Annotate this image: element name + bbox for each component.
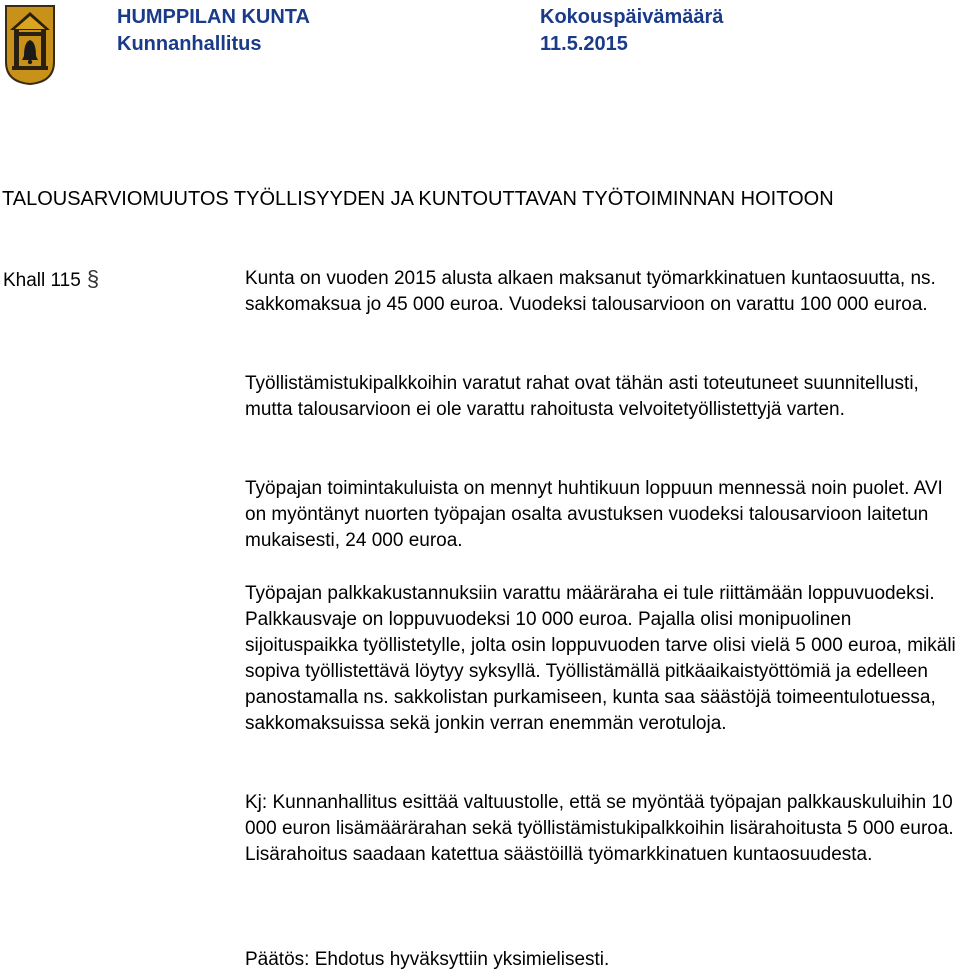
document-title: TALOUSARVIOMUUTOS TYÖLLISYYDEN JA KUNTOUTTAVAN TYÖTOIMINNAN HOITOON — [2, 188, 834, 210]
proposal-paragraph: Kj: Kunnanhallitus esittää valtuustolle, että se myöntää työpajan palkkauskuluihin 10 000 euron lisämäärärahan sekä työllistämistukipalkkoihin lisärahoitusta 5 000 euroa. Lisärahoitus saadaan katettua säästöillä työmarkkinatuen kuntaosuudesta. — [245, 792, 954, 865]
meeting-date-label: Kokouspäivämäärä — [540, 6, 724, 28]
bell-clapper — [28, 60, 32, 64]
paragraph-2: Työllistämistukipalkkoihin varatut rahat ovat tähän asti toteutuneet suunnitellusti, mutta talousarvioon ei ole varattu rahoitusta velvoitetyöllistettyjä varten. — [245, 373, 919, 420]
decision-paragraph: Päätös: Ehdotus hyväksyttiin yksimielisesti. — [245, 949, 610, 970]
crest-base — [12, 66, 48, 70]
section-sign: § — [86, 266, 100, 291]
organization-name: HUMPPILAN KUNTA — [117, 6, 310, 28]
crest-beam — [14, 32, 46, 36]
paragraph-1: Kunta on vuoden 2015 alusta alkaen maksanut työmarkkinatuen kuntaosuutta, ns. sakkomaksua jo 45 000 euroa. Vuodeksi talousarvioon on varattu 100 000 euroa. — [245, 268, 936, 315]
section-number: Khall 115 — [3, 270, 81, 291]
municipal-crest-logo — [4, 4, 56, 86]
paragraph-3: Työpajan toimintakuluista on mennyt huhtikuun loppuun mennessä noin puolet. AVI on myöntänyt nuorten työpajan osalta avustuksen vuodeksi talousarvioon laitetun mukaisesti, 24 000 euroa. — [245, 478, 943, 551]
paragraph-4: Työpajan palkkakustannuksiin varattu määräraha ei tule riittämään loppuvuodeksi. Palkkausvaje on loppuvuodeksi 10 000 euroa. Pajalla olisi monipuolinen sijoituspaikka työllistetylle, jolta osin loppuvuoden tarve olisi vielä 5 000 euroa, mikäli sopiva työllistettävä löytyy syksyllä. Työllistämällä pitkäaikaistyöttömiä ja edelleen panostamalla ns. sakkolistan purkamiseen, kunta saa säästöjä toimeentulotuessa, sakkomaksuissa sekä jonkin verran enemmän verotuloja. — [245, 583, 956, 734]
section-reference — [3, 266, 99, 294]
governing-body-name: Kunnanhallitus — [117, 33, 262, 55]
meeting-date: 11.5.2015 — [540, 33, 628, 55]
